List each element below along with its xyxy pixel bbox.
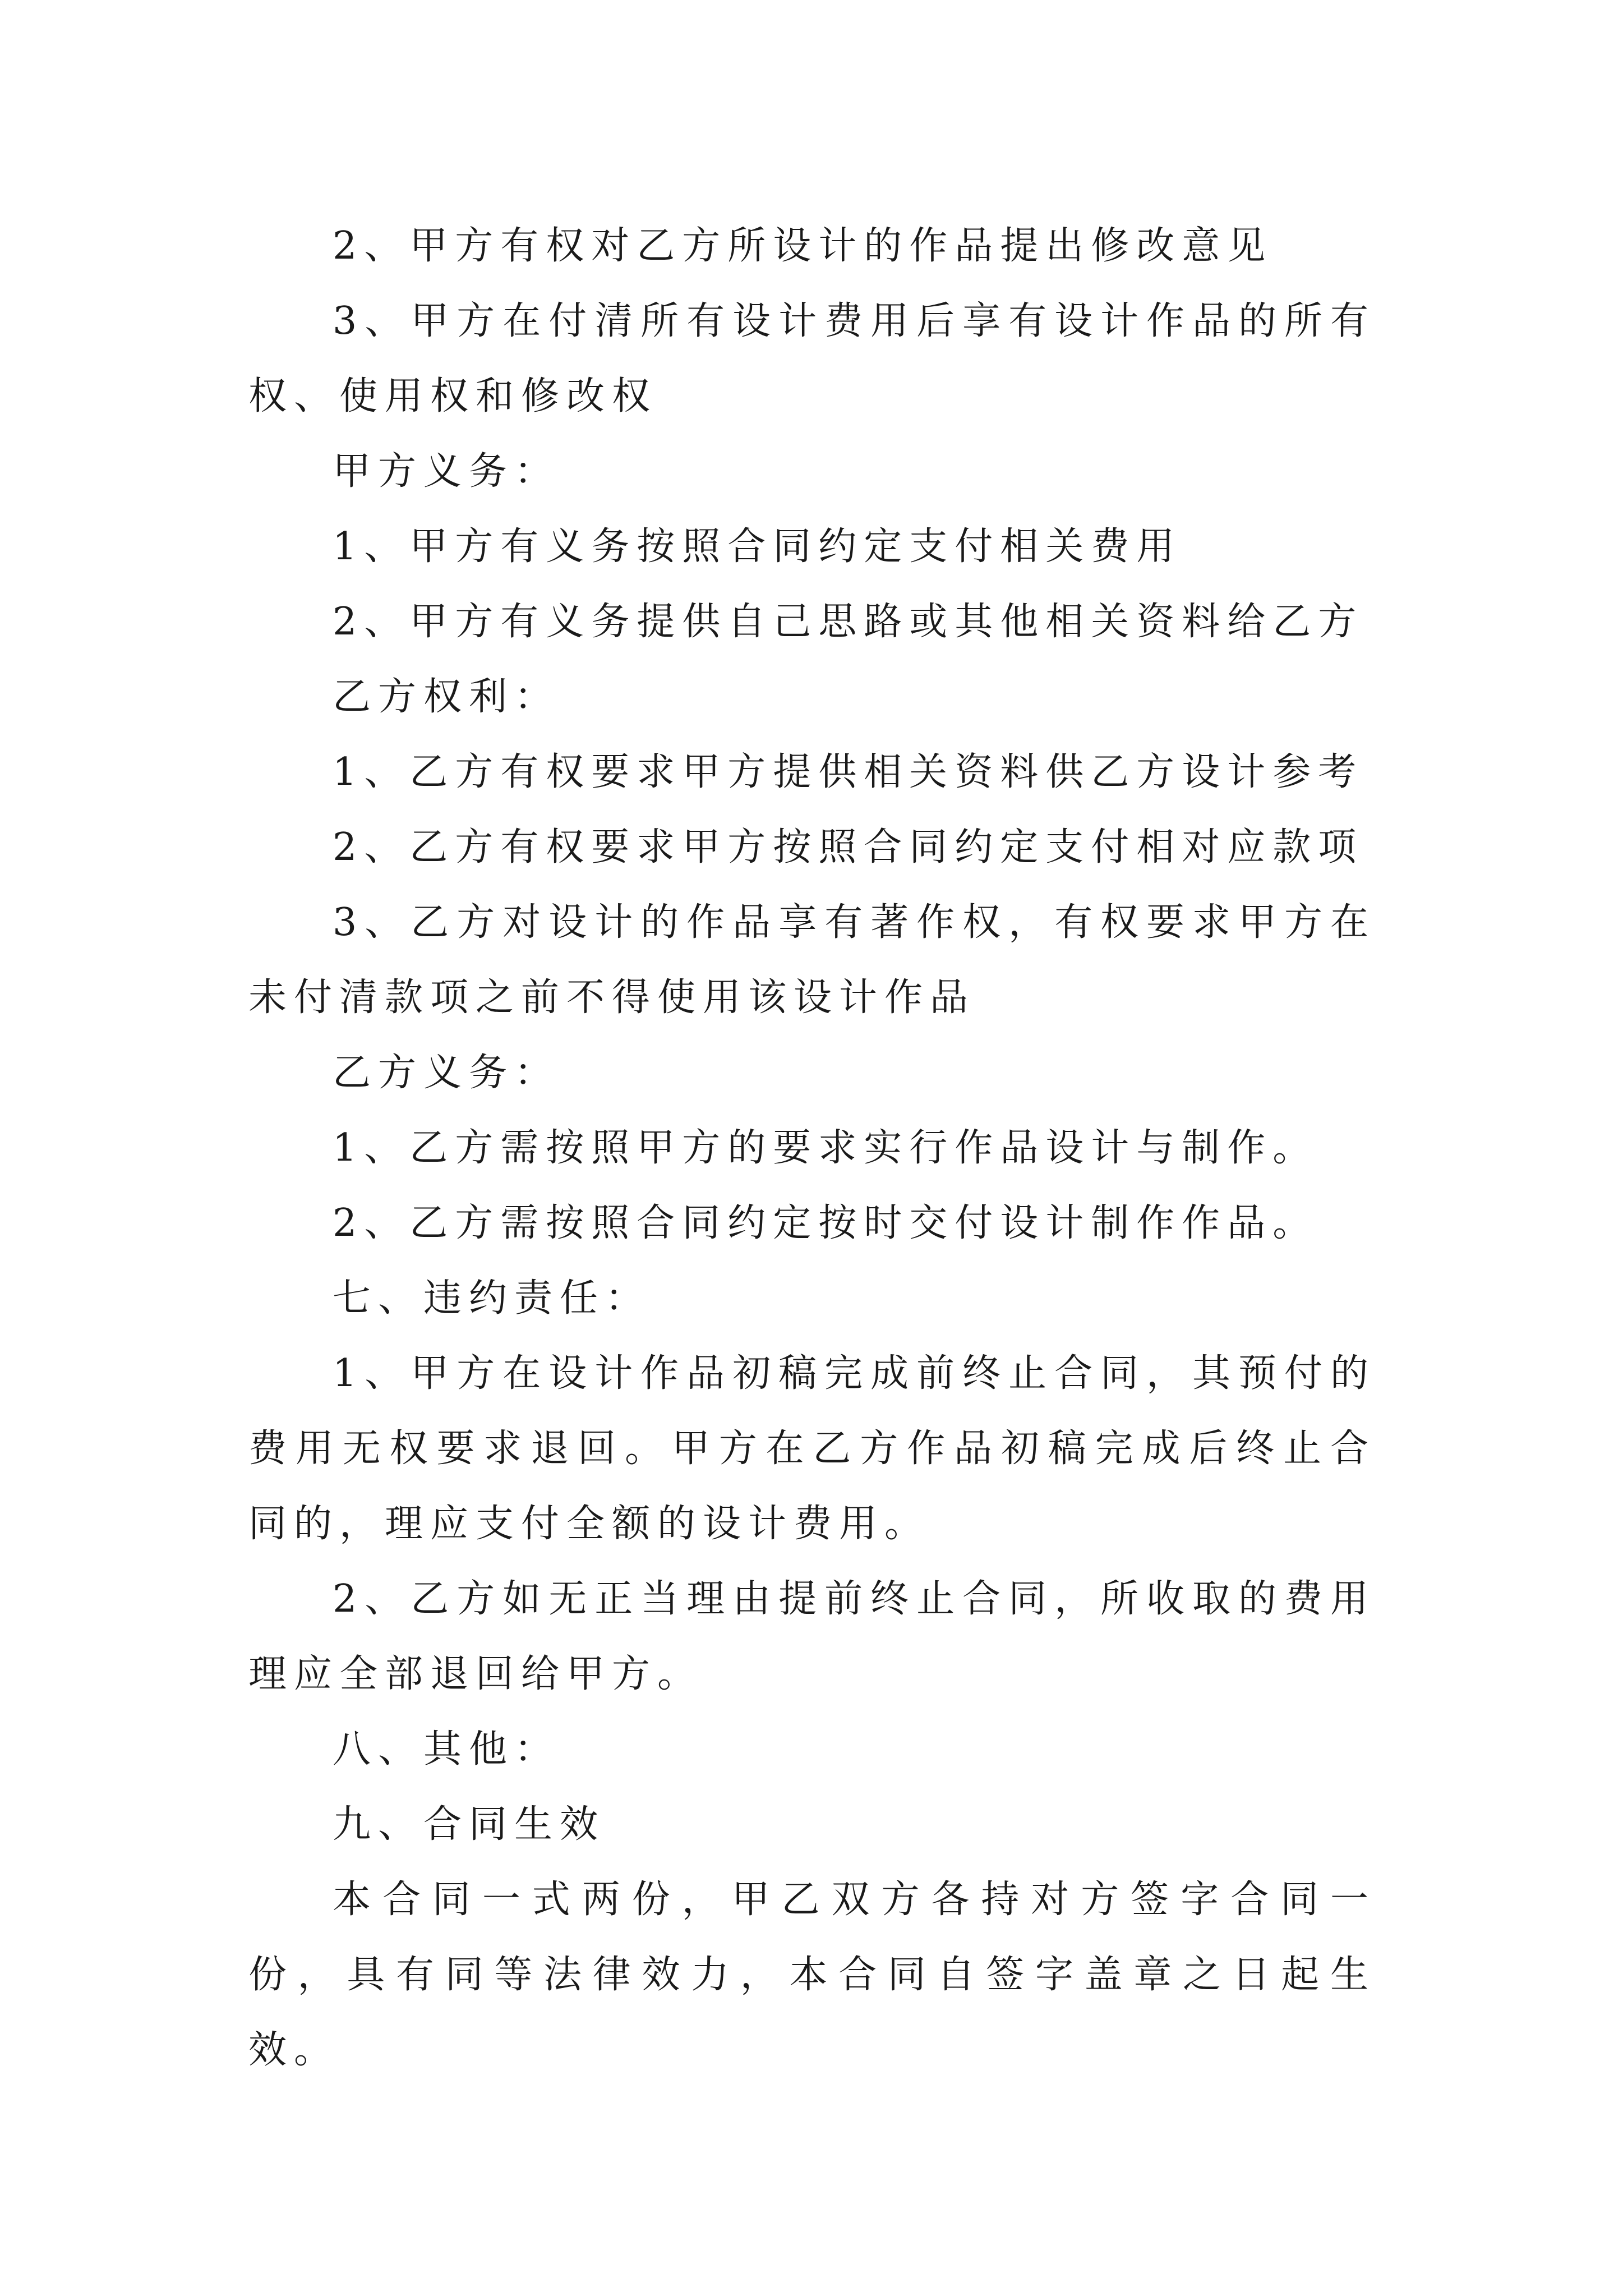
heading-party-b-obligations: 乙方义务： xyxy=(333,1051,560,1095)
paragraph-party-b-right-1: 1、乙方有权要求甲方提供相关资料供乙方设计参考 xyxy=(333,750,1364,794)
paragraph-party-b-obligation-2: 2、乙方需按照合同约定按时交付设计制作作品。 xyxy=(333,1201,1318,1245)
heading-party-a-obligations: 甲方义务： xyxy=(333,449,560,494)
heading-party-b-rights: 乙方权利： xyxy=(333,675,560,719)
paragraph-party-b-right-2: 2、乙方有权要求甲方按照合同约定支付相对应款项 xyxy=(333,825,1364,869)
paragraph-party-a-obligation-2: 2、甲方有义务提供自己思路或其他相关资料给乙方 xyxy=(333,600,1364,644)
paragraph-breach-1: 1、甲方在设计作品初稿完成前终止合同，其预付的费用无权要求退回。甲方在乙方作品初稿完成后终止合同的，理应支付全额的设计费用。 xyxy=(248,1351,1376,1546)
paragraph-party-b-obligation-1: 1、乙方需按照甲方的要求实行作品设计与制作。 xyxy=(333,1126,1318,1170)
document-body xyxy=(248,209,1376,2088)
heading-other: 八、其他： xyxy=(333,1727,560,1772)
paragraph-breach-2: 2、乙方如无正当理由提前终止合同，所收取的费用理应全部退回给甲方。 xyxy=(248,1577,1376,1696)
paragraph-party-b-right-3: 3、乙方对设计的作品享有著作权，有权要求甲方在未付清款项之前不得使用该设计作品 xyxy=(248,900,1376,1020)
paragraph-contract-effect: 本合同一式两份，甲乙双方各持对方签字合同一份，具有同等法律效力，本合同自签字盖章之日起生效。 xyxy=(248,1878,1376,2072)
paragraph-party-a-right-2: 2、甲方有权对乙方所设计的作品提出修改意见 xyxy=(333,224,1273,268)
paragraph-party-a-obligation-1: 1、甲方有义务按照合同约定支付相关费用 xyxy=(333,524,1182,569)
heading-contract-effect: 九、合同生效 xyxy=(333,1802,606,1847)
paragraph-party-a-right-3: 3、甲方在付清所有设计费用后享有设计作品的所有权、使用权和修改权 xyxy=(248,299,1376,418)
heading-breach-liability: 七、违约责任： xyxy=(333,1276,651,1320)
